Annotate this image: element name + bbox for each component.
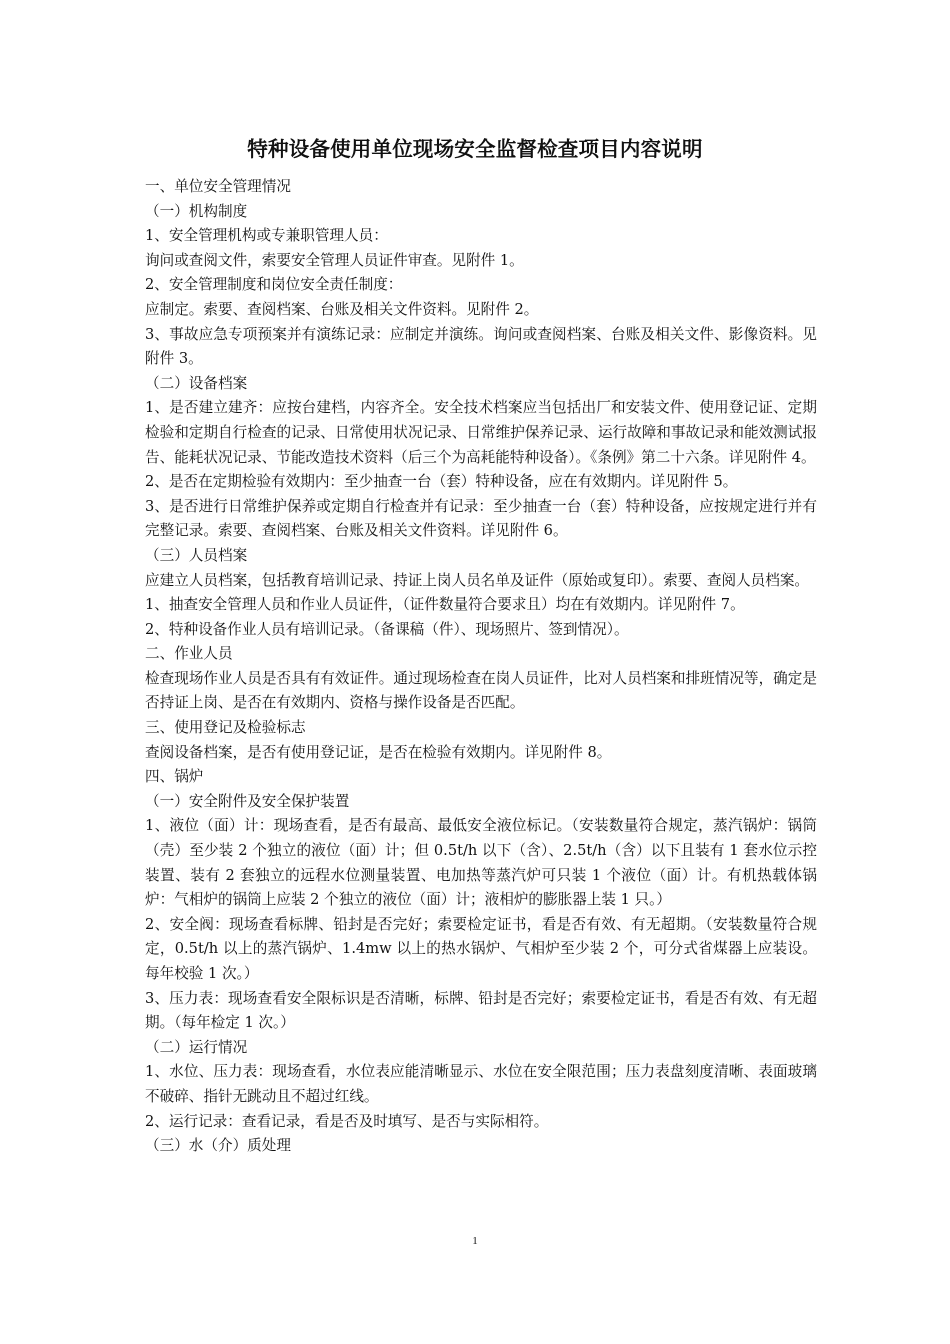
paragraph: 应制定。索要、查阅档案、台账及相关文件资料。见附件 2。 xyxy=(145,300,539,318)
document-title: 特种设备使用单位现场安全监督检查项目内容说明 xyxy=(247,137,703,161)
paragraph: 1、水位、压力表：现场查看，水位表应能清晰显示、水位在安全限范围；压力表盘刻度清晰、表面玻璃不破碎、指针无跳动且不超过红线。 xyxy=(145,1063,817,1105)
paragraph: （三）人员档案 xyxy=(145,546,248,564)
paragraph: 三、使用登记及检验标志 xyxy=(145,719,306,737)
paragraph: 1、是否建立建齐：应按台建档，内容齐全。安全技术档案应当包括出厂和安装文件、使用登记证、定期检验和定期自行检查的记录、日常使用状况记录、日常维护保养记录、运行故障和事故记录和能效测试报告、能耗状况记录、节能改造技术资料（后三个为高耗能特种设备）。《条例》第二十六条。详见附件 4。 xyxy=(145,399,817,466)
paragraph: 2、安全阀：现场查看标牌、铅封是否完好；索要检定证书，看是否有效、有无超期。（安装数量符合规定，0.5t/h 以上的蒸汽锅炉、1.4mw 以上的热水锅炉、气相炉至少装 2 个，可分式省煤器上应装设。每年校验 1 次。） xyxy=(145,915,817,982)
paragraph: 查阅设备档案，是否有使用登记证，是否在检验有效期内。详见附件 8。 xyxy=(145,743,612,761)
paragraph: （一）机构制度 xyxy=(145,202,248,220)
paragraph: （二）运行情况 xyxy=(145,1038,248,1056)
paragraph: 一、单位安全管理情况 xyxy=(145,178,291,195)
paragraph: 1、抽查安全管理人员和作业人员证件，（证件数量符合要求且）均在有效期内。详见附件 7。 xyxy=(145,596,745,614)
paragraph: 2、是否在定期检验有效期内：至少抽查一台（套）特种设备，应在有效期内。详见附件 5。 xyxy=(145,473,738,491)
paragraph: 1、液位（面）计：现场查看，是否有最高、最低安全液位标记。（安装数量符合规定，蒸汽锅炉：锅筒（壳）至少装 2 个独立的液位（面）计；但 0.5t/h 以下（含）、2.5t/h（含）以下且装有 1 套水位示控装置、装有 2 套独立的远程水位测量装置、电加热等蒸汽炉可只装 1 个液位（面）计。有机热载体锅炉：气相炉的锅筒上应装 2 个独立的液位（面）计；液相炉的膨胀器上装 1 只。） xyxy=(145,817,817,909)
paragraph: 3、事故应急专项预案并有演练记录：应制定并演练。询问或查阅档案、台账及相关文件、影像资料。见附件 3。 xyxy=(145,325,817,368)
paragraph: 2、特种设备作业人员有培训记录。（备课稿（件）、现场照片、签到情况）。 xyxy=(145,620,629,638)
paragraph: 二、作业人员 xyxy=(145,645,233,663)
document-body xyxy=(145,175,817,1159)
paragraph: 3、是否进行日常维护保养或定期自行检查并有记录：至少抽查一台（套）特种设备，应按规定进行并有完整记录。索要、查阅档案、台账及相关文件资料。详见附件 6。 xyxy=(145,497,817,540)
page-number: 1 xyxy=(472,1235,478,1247)
paragraph: 2、安全管理制度和岗位安全责任制度： xyxy=(145,276,403,294)
paragraph: 3、压力表：现场查看安全限标识是否清晰，标牌、铅封是否完好；索要检定证书，看是否有效、有无超期。（每年检定 1 次。） xyxy=(145,989,817,1032)
paragraph: （二）设备档案 xyxy=(145,374,248,392)
paragraph: 应建立人员档案，包括教育培训记录、持证上岗人员名单及证件（原始或复印）。索要、查阅人员档案。 xyxy=(145,571,810,589)
paragraph: 四、锅炉 xyxy=(145,768,204,786)
paragraph: 1、安全管理机构或专兼职管理人员： xyxy=(145,227,388,245)
paragraph: 检查现场作业人员是否具有有效证件。通过现场检查在岗人员证件，比对人员档案和排班情况等，确定是否持证上岗、是否在有效期内、资格与操作设备是否匹配。 xyxy=(145,669,817,712)
paragraph: （三）水（介）质处理 xyxy=(145,1137,291,1155)
paragraph: （一）安全附件及安全保护装置 xyxy=(145,792,350,810)
paragraph: 询问或查阅文件，索要安全管理人员证件审查。见附件 1。 xyxy=(145,251,524,269)
paragraph: 2、运行记录：查看记录，看是否及时填写、是否与实际相符。 xyxy=(145,1112,549,1130)
